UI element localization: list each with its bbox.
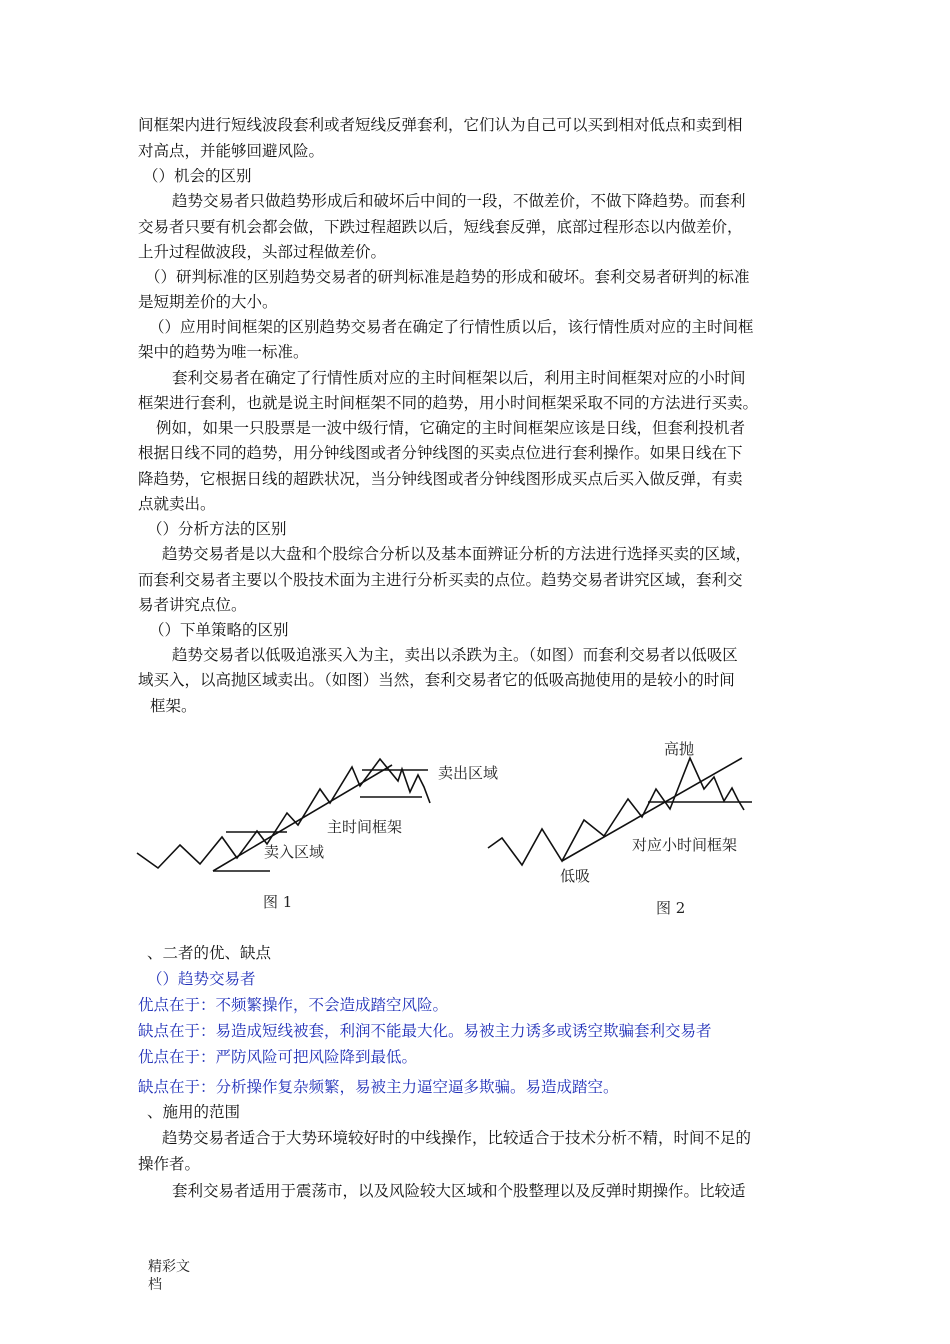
con-line: 缺点在于：分析操作复杂频繁，易被主力逼空逼多欺骗。易造成踏空。 [138, 1078, 619, 1096]
text-line: 而套利交易者主要以个股技术面为主进行分析买卖的点位。趋势交易者讲究区域，套利交 [138, 571, 743, 589]
figure-2-arbitrage-diagram [480, 730, 780, 890]
label-small-timeframe: 对应小时间框架 [632, 836, 738, 854]
text-line: 趋势交易者是以大盘和个股综合分析以及基本面辨证分析的方法进行选择买卖的区域， [162, 545, 752, 563]
figure-1-trend-diagram [130, 735, 500, 885]
text-line: 上升过程做波段，头部过程做差价。 [138, 243, 387, 261]
text-line: 降趋势，它根据日线的超跌状况，当分钟线图或者分钟线图形成买点后买入做反弹，有卖 [138, 470, 743, 488]
text-line: 架中的趋势为唯一标准。 [138, 343, 309, 361]
footer-note-line: 精彩文 [148, 1259, 190, 1275]
text-line: 域买入，以高抛区域卖出。（如图）当然，套利交易者它的低吸高抛使用的是较小的时间 [138, 671, 735, 689]
text-line: 例如，如果一只股票是一波中级行情，它确定的主时间框架应该是日线，但套利投机者 [156, 419, 746, 437]
text-line: 易者讲究点位。 [138, 596, 247, 614]
section-heading: 、二者的优、缺点 [147, 944, 272, 962]
label-low-buy: 低吸 [560, 867, 591, 885]
text-line: 框架进行套利，也就是说主时间框架不同的趋势，用小时间框架采取不同的方法进行买卖。 [138, 394, 759, 412]
pro-line: 优点在于：严防风险可把风险降到最低。 [138, 1048, 418, 1066]
text-line: 对高点，并能够回避风险。 [138, 142, 325, 160]
footer-note-line: 档 [148, 1277, 162, 1293]
section-heading: （）分析方法的区别 [147, 520, 287, 538]
label-high-sell: 高抛 [664, 740, 695, 758]
figure-2-caption: 图 2 [656, 899, 686, 917]
text-line: 间框架内进行短线波段套利或者短线反弹套利，它们认为自己可以买到相对低点和卖到相 [138, 116, 743, 134]
text-line: 趋势交易者适合于大势环境较好时的中线操作，比较适合于技术分析不精，时间不足的 [162, 1129, 752, 1147]
text-line: 套利交易者在确定了行情性质对应的主时间框架以后，利用主时间框架对应的小时间 [172, 369, 746, 387]
figure-1-caption: 图 1 [263, 893, 293, 911]
pro-line: 优点在于：不频繁操作，不会造成踏空风险。 [138, 996, 449, 1014]
text-line: 根据日线不同的趋势，用分钟线图或者分钟线图的买卖点位进行套利操作。如果日线在下 [138, 444, 743, 462]
label-main-timeframe: 主时间框架 [327, 818, 403, 836]
label-buy-zone: 卖入区域 [264, 843, 325, 861]
text-line: 套利交易者适用于震荡市，以及风险较大区域和个股整理以及反弹时期操作。比较适 [172, 1182, 746, 1200]
text-line: 趋势交易者只做趋势形成后和破坏后中间的一段，不做差价，不做下降趋势。而套利 [172, 192, 746, 210]
text-line: 是短期差价的大小。 [138, 293, 278, 311]
text-line: 操作者。 [138, 1155, 201, 1173]
text-line: （）应用时间框架的区别趋势交易者在确定了行情性质以后，该行情性质对应的主时间框 [149, 318, 754, 336]
text-line: 趋势交易者以低吸追涨买入为主，卖出以杀跌为主。（如图）而套利交易者以低吸区 [172, 646, 738, 664]
text-line: 交易者只要有机会都会做，下跌过程超跌以后，短线套反弹，底部过程形态以内做差价， [138, 218, 743, 236]
section-heading: （）下单策略的区别 [149, 621, 289, 639]
text-line: （）研判标准的区别趋势交易者的研判标准是趋势的形成和破坏。套利交易者研判的标准 [145, 268, 750, 286]
text-line: 框架。 [150, 697, 197, 715]
section-heading: （）机会的区别 [143, 167, 252, 185]
subsection-heading: （）趋势交易者 [147, 970, 256, 988]
text-line: 点就卖出。 [138, 495, 216, 513]
section-heading: 、施用的范围 [147, 1103, 241, 1121]
con-line: 缺点在于：易造成短线被套，利润不能最大化。易被主力诱多或诱空欺骗套利交易者 [138, 1022, 712, 1040]
label-sell-zone: 卖出区域 [438, 764, 499, 782]
